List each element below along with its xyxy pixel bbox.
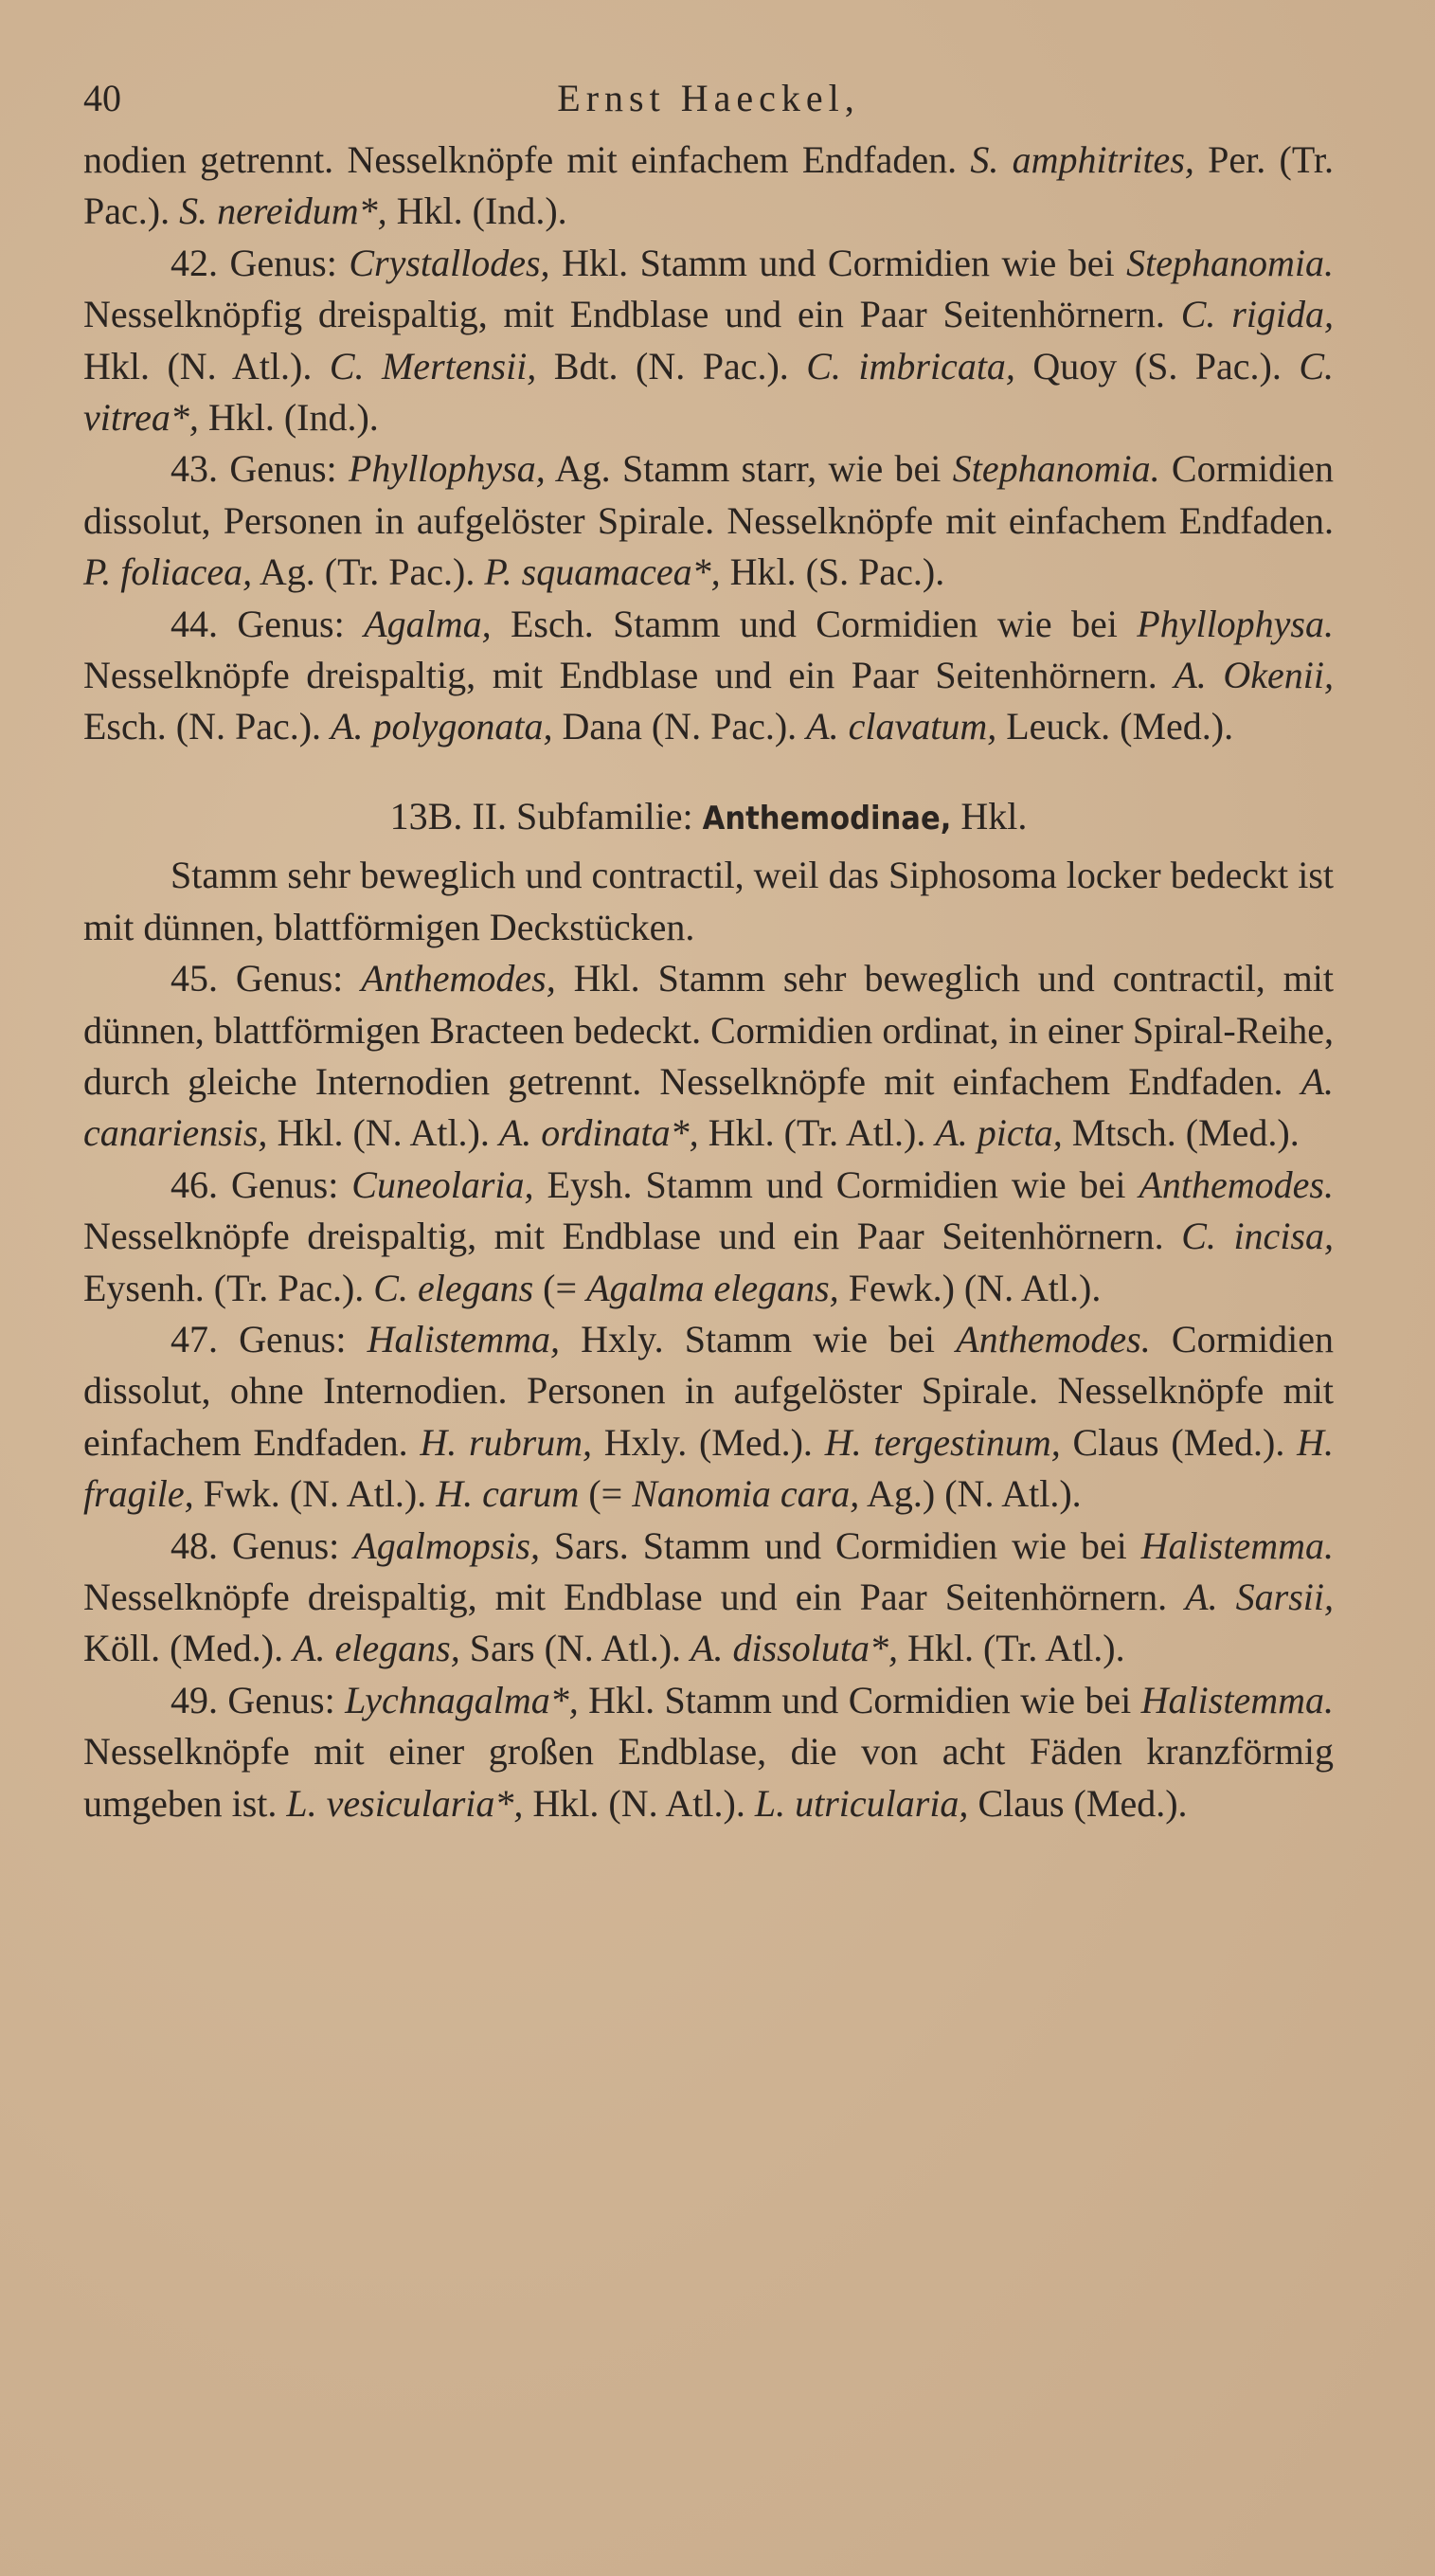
taxon-name: H. carum	[436, 1472, 580, 1516]
taxon-name: Phyllophysa.	[1137, 602, 1334, 645]
text-run: nodien getrennt. Nesselknöpfe mit einfachem Endfaden.	[83, 138, 971, 181]
taxon-name: S. nereidum*,	[179, 189, 387, 233]
taxon-name: A. dissoluta*,	[691, 1627, 898, 1670]
taxon-name: A. Okenii,	[1174, 654, 1334, 697]
paragraph	[83, 1314, 1334, 1521]
taxon-name: A. clavatum,	[806, 705, 997, 748]
taxon-name: A. polygonata,	[331, 705, 553, 748]
taxon-name: Phyllophysa,	[348, 447, 546, 491]
running-title: Ernst Haeckel,	[557, 77, 860, 119]
text-run: Mtsch. (Med.).	[1062, 1111, 1300, 1155]
text-run: Stamm sehr beweglich und contractil, weil das Siphosoma locker bedeckt ist mit dünnen, blattförmigen Deckstücken.	[83, 854, 1334, 948]
text-run: Hkl. (Ind.).	[386, 189, 567, 233]
taxon-name: H. rubrum,	[420, 1420, 593, 1464]
text-run: Cormidien dissolut, ohne Internodien. Personen in aufgelöster Spirale. Nesselknöpfe mit einfachem Endfaden.	[83, 1317, 1334, 1464]
paragraph	[83, 599, 1334, 753]
taxon-name: Anthemodes,	[361, 957, 556, 1000]
taxon-name: P. foliacea,	[83, 550, 253, 594]
paragraph	[83, 1675, 1334, 1829]
text-run: (=	[533, 1266, 587, 1309]
taxon-name: Halistemma.	[1140, 1678, 1334, 1721]
text-run: Ag. Stamm starr, wie bei	[545, 447, 953, 491]
section-heading	[83, 791, 1334, 844]
taxon-name: A. Sarsii,	[1185, 1575, 1335, 1618]
text-run: Dana (N. Pac.).	[552, 705, 807, 748]
taxon-name: Agalma,	[364, 602, 492, 645]
text-run: Ag. (Tr. Pac.).	[252, 550, 485, 594]
taxon-name: S. amphitrites,	[970, 138, 1194, 181]
text-run: Esch. (N. Pac.).	[83, 705, 332, 748]
paragraph	[83, 953, 1334, 1160]
taxon-name: Lychnagalma*,	[345, 1678, 579, 1721]
text-run: Hkl. (N. Atl.).	[523, 1781, 755, 1825]
text-run: Esch. Stamm und Cormidien wie bei	[491, 602, 1138, 645]
text-run: Hkl. Stamm und Cormidien wie bei	[578, 1678, 1141, 1721]
text-run: Hkl. (N. Atl.).	[83, 344, 330, 387]
paragraph	[83, 850, 1334, 953]
text-run: Sars (N. Atl.).	[459, 1627, 691, 1670]
paragraph	[83, 135, 1334, 238]
text-run: Eysenh. (Tr. Pac.).	[83, 1266, 374, 1309]
text-run: Nesselknöpfig dreispaltig, mit Endblase und ein Paar Seitenhörnern.	[83, 293, 1181, 336]
text-run: Hkl. Stamm und Cormidien wie bei	[549, 241, 1127, 284]
text-run: Nesselknöpfe dreispaltig, mit Endblase und ein Paar Seitenhörnern.	[83, 1575, 1186, 1618]
text-run: Köll. (Med.).	[83, 1627, 294, 1670]
text-run: 49. Genus:	[170, 1678, 346, 1721]
book-page	[83, 68, 1334, 1829]
paragraph	[83, 238, 1334, 444]
text-run: 47. Genus:	[170, 1317, 368, 1360]
taxon-name: A. elegans,	[293, 1627, 460, 1670]
paragraph	[83, 1160, 1334, 1314]
taxon-name: C. vitrea*,	[83, 344, 1335, 440]
subfamily-name: Anthemodinae,	[702, 799, 952, 838]
text-run: Fewk.) (N. Atl.).	[838, 1266, 1102, 1309]
text-run: Hkl. (S. Pac.).	[720, 550, 945, 594]
taxon-name: P. squamacea*,	[484, 550, 721, 594]
text-run: Claus (Med.).	[968, 1781, 1188, 1825]
taxon-name: C. imbricata,	[806, 344, 1015, 387]
text-run: Claus (Med.).	[1060, 1420, 1298, 1464]
taxon-name: H. tergestinum,	[824, 1420, 1061, 1464]
text-run: Hkl.	[951, 794, 1028, 838]
text-run: 45. Genus:	[170, 957, 362, 1000]
taxon-name: Agalma elegans,	[586, 1266, 839, 1309]
text-run: Hxly. Stamm wie bei	[560, 1317, 957, 1360]
taxon-name: Nanomia cara,	[632, 1472, 860, 1516]
text-run: Nesselknöpfe dreispaltig, mit Endblase und ein Paar Seitenhörnern.	[83, 654, 1175, 697]
taxon-name: A. ordinata*,	[498, 1111, 699, 1155]
text-run: Quoy (S. Pac.).	[1014, 344, 1300, 387]
taxon-name: Stephanomia.	[952, 447, 1160, 491]
text-run: 43. Genus:	[170, 447, 349, 491]
text-run: Eysh. Stamm und Cormidien wie bei	[533, 1162, 1139, 1206]
text-run: Ag.) (N. Atl.).	[859, 1472, 1082, 1516]
text-run: Leuck. (Med.).	[996, 705, 1234, 748]
taxon-name: C. elegans	[373, 1266, 534, 1309]
taxon-name: Stephanomia.	[1126, 241, 1334, 284]
text-run: Hkl. Stamm sehr beweglich und contractil, mit dünnen, blattförmigen Bracteen bedeckt. Cormidien ordinat, in einer Spiral-Reihe, durch gleiche Internodien getrennt. Nesselknöpfe mit einfachem Endfaden.	[83, 957, 1334, 1103]
taxon-name: Anthemodes.	[956, 1317, 1151, 1360]
taxon-name: L. utricularia,	[754, 1781, 969, 1825]
paragraph	[83, 443, 1334, 598]
taxon-name: A. canariensis,	[83, 1059, 1334, 1155]
text-run: Fwk. (N. Atl.).	[193, 1472, 437, 1516]
text-run: 48. Genus:	[170, 1523, 354, 1567]
page-number: 40	[83, 77, 121, 119]
taxon-name: C. incisa,	[1181, 1215, 1334, 1258]
text-run: Per. (Tr. Pac.).	[83, 138, 1334, 233]
text-run: Hxly. (Med.).	[592, 1420, 825, 1464]
taxon-name: Halistemma.	[1140, 1523, 1334, 1567]
page-header	[83, 68, 1334, 135]
text-run: 13B. II. Subfamilie:	[389, 794, 703, 838]
taxon-name: Crystallodes,	[349, 241, 550, 284]
text-run: Hkl. (Tr. Atl.).	[698, 1111, 936, 1155]
taxon-name: C. Mertensii,	[329, 344, 537, 387]
taxon-name: Agalmopsis,	[353, 1523, 540, 1567]
taxon-name: H. fragile,	[83, 1420, 1334, 1516]
taxon-name: Anthemodes.	[1139, 1162, 1334, 1206]
taxon-name: A. picta,	[935, 1111, 1063, 1155]
text-run: Bdt. (N. Pac.).	[536, 344, 807, 387]
taxon-name: L. vesicularia*,	[286, 1781, 524, 1825]
text-run: 46. Genus:	[170, 1162, 352, 1206]
body-text	[83, 135, 1334, 1829]
text-run: 44. Genus:	[170, 602, 365, 645]
text-run: Nesselknöpfe dreispaltig, mit Endblase und ein Paar Seitenhörnern.	[83, 1215, 1182, 1258]
taxon-name: C. rigida,	[1180, 293, 1334, 336]
text-run: Hkl. (N. Atl.).	[267, 1111, 499, 1155]
text-run: 42. Genus:	[170, 241, 350, 284]
paragraph	[83, 1521, 1334, 1675]
text-run: Hkl. (Ind.).	[198, 396, 379, 440]
text-run: Cormidien dissolut, Personen in aufgelöster Spirale. Nesselknöpfe mit einfachem Endfaden.	[83, 447, 1334, 542]
text-run: (=	[579, 1472, 633, 1516]
text-run: Sars. Stamm und Cormidien wie bei	[539, 1523, 1141, 1567]
taxon-name: Cuneolaria,	[351, 1162, 534, 1206]
text-run: Nesselknöpfe mit einer großen Endblase, die von acht Fäden kranzförmig umgeben ist.	[83, 1730, 1334, 1825]
text-run: Hkl. (Tr. Atl.).	[897, 1627, 1125, 1670]
taxon-name: Halistemma,	[367, 1317, 560, 1360]
